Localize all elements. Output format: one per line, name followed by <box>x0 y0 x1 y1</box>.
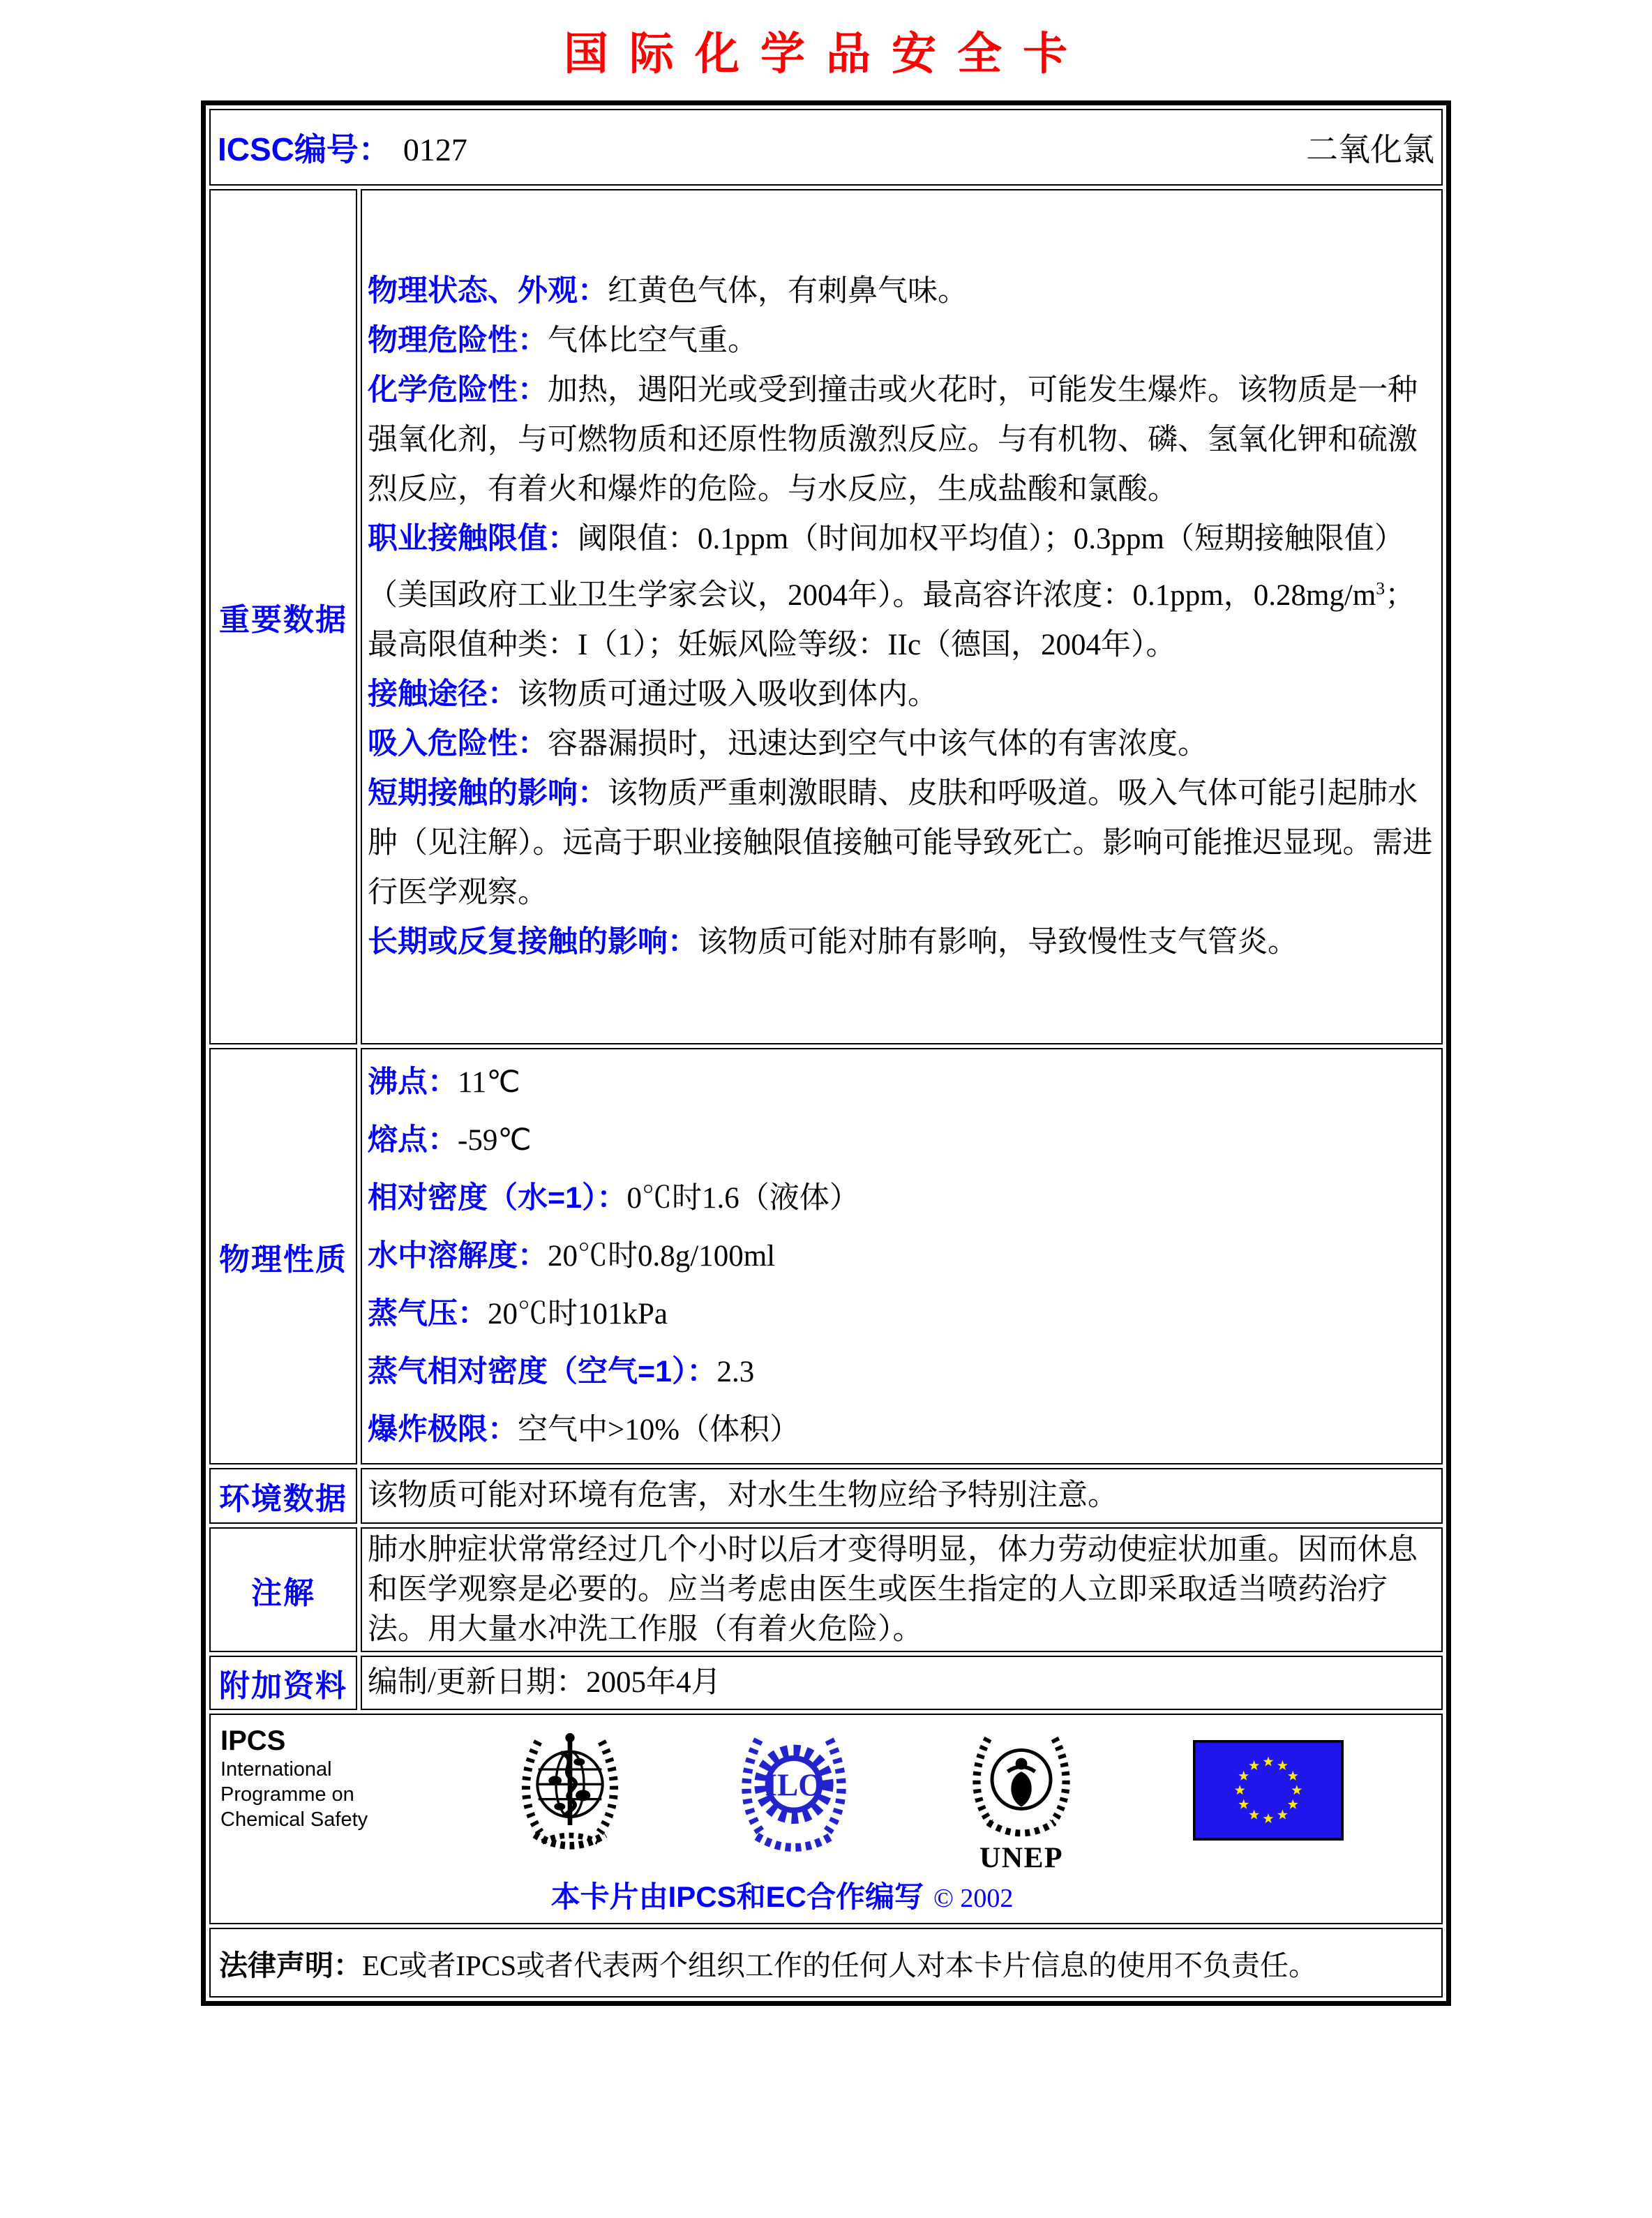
field-vapor-density <box>368 1343 1433 1401</box>
field-water-solubility <box>368 1227 1433 1285</box>
section-content-physical <box>361 1048 1443 1464</box>
field-value: 0℃时1.6（液体） <box>626 1182 859 1215</box>
field-label: 熔点： <box>368 1123 458 1157</box>
page-title: 国际化学品安全卡 <box>564 29 1088 79</box>
section-label-environment: 环境数据 <box>209 1468 357 1524</box>
environment-text: 该物质可能对环境有危害，对水生生物应给予特别注意。 <box>368 1479 1118 1512</box>
field-value: 该物质严重刺激眼睛、皮肤和呼吸道。吸入气体可能引起肺水肿（见注解）。远高于职业接触限值接触可能导致死亡。影响可能推迟显现。需进行医学观察。 <box>368 777 1433 910</box>
field-value: 容器漏损时，迅速达到空气中该气体的有害浓度。 <box>548 728 1208 761</box>
row-physical-properties <box>209 1048 1443 1464</box>
field-label: 吸入危险性： <box>368 727 548 761</box>
field-value: 该物质可能对肺有影响，导致慢性支气管炎。 <box>698 926 1298 959</box>
field-occupational-limits <box>368 514 1433 670</box>
ilo-letters: ILO <box>765 1767 823 1803</box>
field-value: 20℃时0.8g/100ml <box>548 1240 776 1273</box>
field-vapor-pressure <box>368 1285 1433 1343</box>
ipcs-text-block <box>220 1725 402 1832</box>
field-exposure-routes <box>368 670 1433 719</box>
eu-flag-icon <box>1193 1740 1344 1841</box>
field-value: 阈限值：0.1ppm（时间加权平均值）；0.3ppm（短期接触限值）（美国政府工业卫生学家会议，2004年）。最高容许浓度：0.1ppm，$0.28mg/m^3$；最高限值种类：I（1）；妊娠风险等级：IIc（德国，2004年）。 <box>368 522 1416 662</box>
section-content-notes <box>361 1527 1443 1652</box>
section-label-additional: 附加资料 <box>209 1656 357 1710</box>
field-inhalation-risk <box>368 719 1433 769</box>
additional-text: 编制/更新日期：2005年4月 <box>368 1666 721 1699</box>
field-label: 接触途径： <box>368 677 518 712</box>
field-relative-density <box>368 1169 1433 1227</box>
unep-letters: UNEP <box>979 1842 1063 1871</box>
field-value: -59℃ <box>458 1124 532 1157</box>
who-logo-icon <box>514 1725 626 1861</box>
field-label: 长期或反复接触的影响： <box>368 925 698 959</box>
chemical-name: 二氧化氯 <box>1306 132 1434 167</box>
row-additional-info <box>209 1656 1443 1710</box>
row-environmental-data <box>209 1468 1443 1524</box>
field-label: 相对密度（水=1）： <box>368 1181 627 1215</box>
section-label-notes: 注解 <box>209 1527 357 1652</box>
field-label: 职业接触限值： <box>368 521 578 555</box>
field-value: 空气中>10%（体积） <box>518 1414 800 1446</box>
section-content-environment <box>361 1468 1443 1524</box>
ilo-logo-icon <box>738 1725 850 1861</box>
field-label: 蒸气压： <box>368 1297 488 1331</box>
field-label: 物理危险性： <box>368 323 548 357</box>
field-value: 20℃时101kPa <box>488 1298 668 1331</box>
field-label: 化学危险性： <box>368 373 548 407</box>
header-cell <box>209 109 1443 186</box>
field-label: 爆炸极限： <box>368 1413 518 1446</box>
unep-logo-icon <box>962 1725 1081 1871</box>
field-label: 蒸气相对密度（空气=1）： <box>368 1355 717 1388</box>
field-physical-state <box>368 267 1433 316</box>
header-row <box>209 109 1443 186</box>
row-notes <box>209 1527 1443 1652</box>
logos-cell <box>209 1714 1443 1924</box>
field-value: 红黄色气体，有刺鼻气味。 <box>608 274 968 308</box>
legal-cell <box>209 1928 1443 1998</box>
field-label: 水中溶解度： <box>368 1239 548 1273</box>
notes-text: 肺水肿症状常常经过几个小时以后才变得明显，体力劳动使症状加重。因而休息和医学观察是必要的。应当考虑由医生或医生指定的人立即采取适当喷药治疗法。用大量水冲洗工作服（有着火危险）。 <box>368 1534 1418 1646</box>
field-chemical-danger <box>368 366 1433 514</box>
field-value: 加热，遇阳光或受到撞击或火花时，可能发生爆炸。该物质是一种强氧化剂，与可燃物质和还原性物质激烈反应。与有机物、磷、氢氧化钾和硫激烈反应，有着火和爆炸的危险。与水反应，生成盐酸和氯酸。 <box>368 373 1418 506</box>
row-logos <box>209 1714 1443 1924</box>
field-label: 短期接触的影响： <box>368 777 608 811</box>
field-explosive-limits <box>368 1401 1433 1459</box>
section-content-additional <box>361 1656 1443 1710</box>
row-legal <box>209 1928 1443 1998</box>
field-value: 该物质可通过吸入吸收到体内。 <box>518 678 938 712</box>
field-physical-danger <box>368 316 1433 366</box>
section-label-important: 重要数据 <box>209 189 357 1044</box>
field-value: 气体比空气重。 <box>548 324 758 357</box>
legal-text: EC或者IPCS或者代表两个组织工作的任何人对本卡片信息的使用不负责任。 <box>362 1949 1317 1981</box>
ipcs-subtitle: International Programme on Chemical Safety <box>220 1758 368 1831</box>
superscript: 3 <box>1376 578 1386 599</box>
icsc-number-label: ICSC编号： <box>218 131 391 167</box>
row-important-data <box>209 189 1443 1044</box>
legal-label: 法律声明： <box>219 1949 362 1981</box>
field-value: 2.3 <box>716 1356 755 1388</box>
icsc-number-value: 0127 <box>403 132 467 167</box>
icsc-number-group <box>218 124 467 170</box>
section-label-physical: 物理性质 <box>209 1048 357 1464</box>
field-short-term-effects <box>368 769 1433 917</box>
copyright-text: © 2002 <box>933 1884 1014 1913</box>
cooperation-caption <box>220 1874 1344 1916</box>
cooperation-caption-text: 本卡片由IPCS和EC合作编写 <box>550 1880 924 1913</box>
field-long-term-effects <box>368 917 1433 967</box>
icsc-card-table <box>201 100 1451 2006</box>
field-label: 沸点： <box>368 1065 458 1099</box>
field-boiling-point <box>368 1054 1433 1111</box>
section-content-important <box>361 189 1443 1044</box>
field-melting-point <box>368 1111 1433 1169</box>
field-label: 物理状态、外观： <box>368 273 608 308</box>
ipcs-title: IPCS <box>220 1725 286 1756</box>
field-value: 11℃ <box>458 1066 520 1099</box>
